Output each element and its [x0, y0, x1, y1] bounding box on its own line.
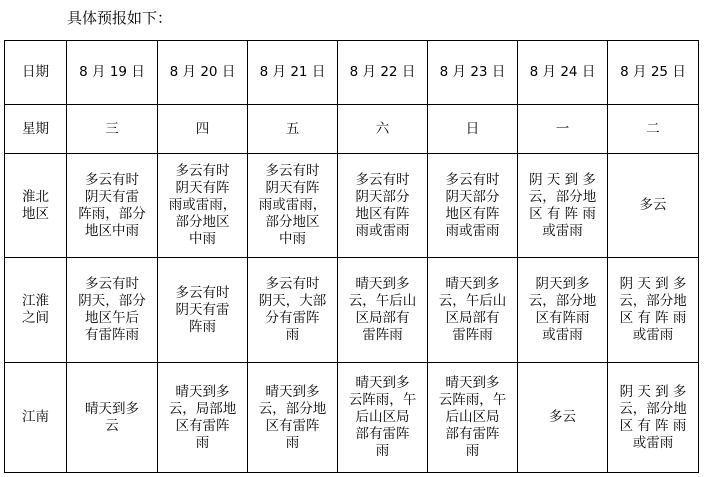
forecast-cell-line: 雷阵雨 — [452, 327, 493, 343]
date-row — [5, 41, 699, 105]
forecast-cell — [67, 154, 158, 258]
forecast-cell — [158, 363, 248, 473]
weekday-cell: 一 — [518, 105, 608, 154]
forecast-cell-line: 阴天有雷 — [85, 188, 139, 205]
forecast-cell-line: 多云有时 — [265, 276, 320, 292]
date-cell: 8 月 21 日 — [248, 41, 338, 105]
forecast-cell — [518, 363, 608, 473]
forecast-cell-line: 或雷雨 — [632, 327, 674, 343]
forecast-cell-line: 阴 天 到 多 — [619, 276, 687, 292]
forecast-cell — [428, 363, 518, 473]
forecast-cell-line: 阴天，部分 — [78, 293, 146, 309]
forecast-cell-line: 多云有时 — [175, 163, 230, 179]
forecast-cell — [608, 258, 699, 363]
forecast-cell-line: 部有雷阵 — [355, 426, 410, 442]
forecast-cell — [158, 154, 248, 258]
forecast-cell-line: 或雷雨 — [542, 222, 583, 239]
forecast-cell-line: 云，局部地 — [168, 400, 237, 417]
forecast-cell-line: 部分地区 — [265, 214, 320, 230]
forecast-cell — [338, 363, 428, 473]
forecast-cell-line: 区局部有 — [445, 310, 500, 326]
forecast-cell — [338, 154, 428, 258]
forecast-cell-line: 雷阵雨 — [362, 327, 403, 343]
forecast-cell-line: 中雨 — [279, 231, 306, 247]
region-label-line: 淮北 — [22, 188, 49, 205]
forecast-cell-line: 云，部分地 — [258, 400, 327, 417]
forecast-cell-line: 阴 天 到 多 — [619, 383, 687, 400]
forecast-cell — [248, 154, 338, 258]
forecast-cell-line: 区有雷阵 — [265, 417, 320, 434]
forecast-cell-line: 地区中雨 — [85, 222, 139, 239]
forecast-cell-line: 雨或雷雨 — [445, 222, 500, 239]
forecast-cell-line: 部分地区 — [175, 214, 230, 230]
forecast-cell-line: 阴天部分 — [445, 188, 500, 205]
weekday-row-label: 星期 — [5, 105, 67, 154]
forecast-cell-line: 阴 天 到 多 — [529, 171, 596, 188]
forecast-cell-line: 区局部有 — [355, 310, 410, 326]
forecast-cell-line: 多云有时 — [85, 276, 139, 292]
forecast-cell-line: 阴天有阵 — [175, 180, 230, 196]
weekday-cell: 三 — [67, 105, 158, 154]
region-label-line: 地区 — [22, 205, 49, 222]
forecast-cell-line: 晴天到多 — [355, 276, 410, 292]
region-label — [5, 154, 67, 258]
region-label-line: 江南 — [22, 409, 49, 425]
forecast-cell-line: 多云有时 — [175, 284, 230, 301]
forecast-cell-line: 阴天有雷 — [175, 301, 230, 318]
forecast-cell-line: 后山区局 — [445, 409, 500, 425]
region-row — [5, 363, 699, 473]
date-cell: 8 月 25 日 — [608, 41, 699, 105]
forecast-cell-line: 地区有阵 — [445, 205, 500, 222]
forecast-cell-line: 云，午后山 — [438, 293, 507, 309]
forecast-cell-line: 阴天部分 — [355, 188, 410, 205]
forecast-cell-line: 云阵雨，午 — [438, 392, 507, 408]
forecast-cell-line: 云，午后山 — [348, 293, 417, 309]
forecast-cell-line: 晴天到多 — [445, 375, 500, 391]
forecast-cell-line: 地区有阵 — [355, 205, 410, 222]
weekday-cell: 四 — [158, 105, 248, 154]
forecast-cell — [518, 258, 608, 363]
forecast-cell-line: 区 有 阵 雨 — [529, 205, 596, 222]
forecast-cell-line: 阴天，大部 — [258, 293, 327, 309]
forecast-cell-line: 晴天到多 — [265, 383, 320, 400]
forecast-cell — [518, 154, 608, 258]
forecast-cell-line: 或雷雨 — [542, 327, 583, 343]
forecast-cell-line: 分有雷阵 — [265, 310, 320, 326]
forecast-cell — [608, 154, 699, 258]
forecast-cell-line: 雨或雷雨， — [258, 197, 327, 213]
forecast-cell — [248, 363, 338, 473]
region-row — [5, 258, 699, 363]
forecast-cell-line: 雨 — [285, 434, 300, 451]
forecast-cell — [67, 258, 158, 363]
forecast-cell-line: 雨或雷雨 — [355, 222, 410, 239]
forecast-cell-line: 有雷阵雨 — [85, 327, 139, 343]
date-cell: 8 月 23 日 — [428, 41, 518, 105]
forecast-cell — [67, 363, 158, 473]
forecast-cell-line: 多云有时 — [265, 163, 320, 179]
weekday-cell: 六 — [338, 105, 428, 154]
forecast-cell-line: 区 有 阵 雨 — [619, 417, 687, 434]
forecast-cell-line: 地区午后 — [85, 310, 139, 326]
forecast-cell-line: 晴天到多 — [175, 383, 230, 400]
forecast-cell-line: 区有雷阵 — [175, 417, 230, 434]
forecast-cell-line: 多云有时 — [85, 171, 139, 188]
forecast-cell-line: 雨 — [465, 443, 480, 459]
forecast-cell-line: 部有雷阵 — [445, 426, 500, 442]
forecast-cell-line: 阴天有阵 — [265, 180, 320, 196]
forecast-cell-line: 晴天到多 — [355, 375, 410, 391]
forecast-cell-line: 后山区局 — [355, 409, 410, 425]
forecast-cell — [248, 258, 338, 363]
region-label-line: 江淮 — [22, 293, 49, 309]
weekday-cell: 日 — [428, 105, 518, 154]
forecast-cell-line: 阴天到多 — [535, 276, 590, 292]
region-label — [5, 258, 67, 363]
forecast-cell-line: 多云 — [639, 197, 667, 213]
forecast-cell-line: 云阵雨，午 — [348, 392, 417, 408]
date-cell: 8 月 19 日 — [67, 41, 158, 105]
date-row-label: 日期 — [5, 41, 67, 105]
forecast-cell-line: 云，部分地 — [528, 293, 597, 309]
forecast-cell-line: 晴天到多 — [85, 400, 139, 417]
forecast-cell-line: 雨 — [285, 327, 300, 343]
forecast-table — [4, 40, 699, 473]
forecast-cell-line: 云，部分地 — [619, 400, 687, 417]
forecast-cell — [608, 363, 699, 473]
date-cell: 8 月 22 日 — [338, 41, 428, 105]
forecast-cell-line: 中雨 — [189, 231, 216, 247]
forecast-cell-line: 云 — [105, 417, 119, 434]
date-cell: 8 月 24 日 — [518, 41, 608, 105]
forecast-cell-line: 雨 — [375, 443, 390, 459]
forecast-cell-line: 多云有时 — [445, 171, 500, 188]
forecast-cell-line: 云，部分地 — [619, 293, 687, 309]
region-label-line: 之间 — [22, 310, 49, 326]
intro-text: 具体预报如下： — [67, 9, 173, 27]
forecast-cell — [158, 258, 248, 363]
weekday-cell: 二 — [608, 105, 699, 154]
forecast-cell-line: 雨或雷雨， — [168, 197, 237, 213]
forecast-cell-line: 多云 — [549, 409, 576, 425]
date-cell: 8 月 20 日 — [158, 41, 248, 105]
forecast-cell-line: 区有阵雨 — [535, 310, 590, 326]
weekday-row — [5, 105, 699, 154]
forecast-cell-line: 云，部分地 — [528, 188, 597, 205]
forecast-cell-line: 阵雨 — [189, 318, 216, 335]
weekday-cell: 五 — [248, 105, 338, 154]
forecast-cell — [428, 258, 518, 363]
forecast-cell — [428, 154, 518, 258]
region-row — [5, 154, 699, 258]
forecast-cell-line: 雨 — [195, 434, 210, 451]
forecast-cell-line: 阵雨，部分 — [78, 205, 146, 222]
forecast-cell — [338, 258, 428, 363]
forecast-cell-line: 或雷雨 — [632, 434, 674, 451]
region-label — [5, 363, 67, 473]
forecast-cell-line: 多云有时 — [355, 171, 410, 188]
forecast-cell-line: 区 有 阵 雨 — [619, 310, 687, 326]
forecast-cell-line: 晴天到多 — [445, 276, 500, 292]
